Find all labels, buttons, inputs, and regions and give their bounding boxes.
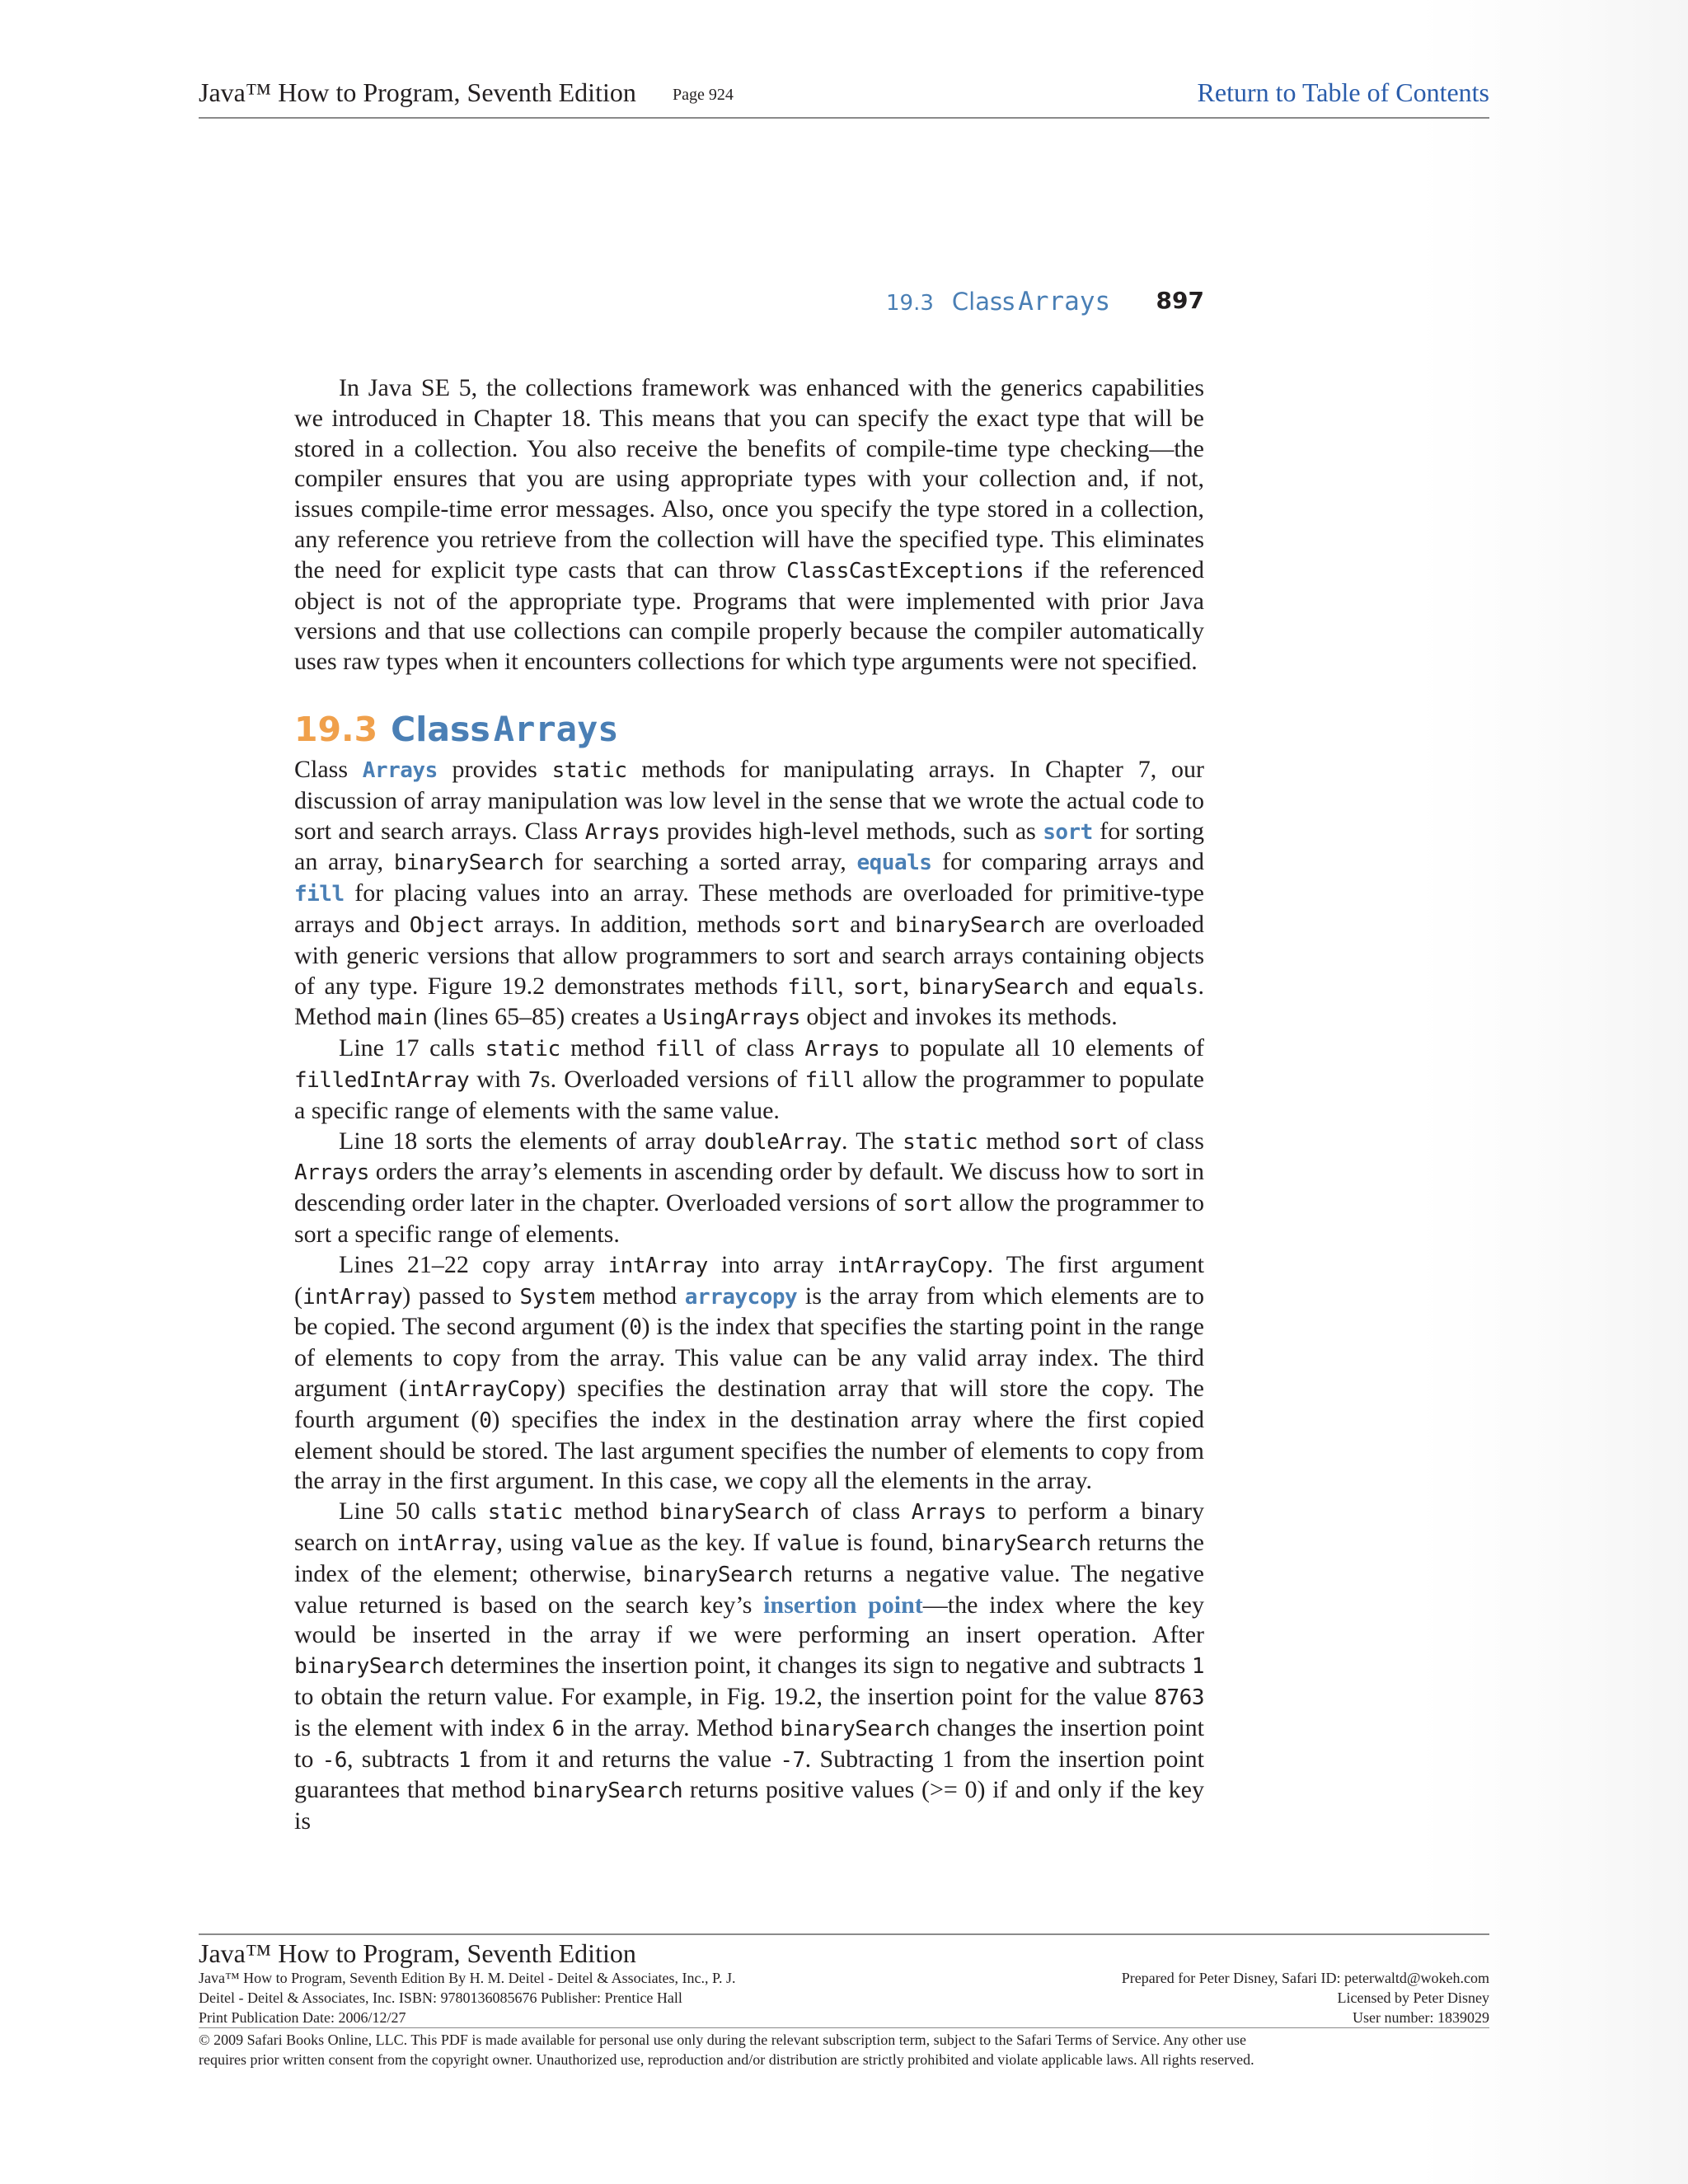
footer-licensed-by: Licensed by Peter Disney [1337,1990,1489,2006]
text-run: for placing values into an array. These methods are overloaded for primitive-type arrays and [294,879,1204,938]
text-run: Class [294,756,363,783]
text-run: . Method [294,972,1205,1031]
copyright-line: © 2009 Safari Books Online, LLC. This PDF is made available for personal use only during the relevant subscription term, subject to the Safari Terms of Service. Any other use [199,2032,1246,2048]
text-run: object and invokes its methods. [799,1003,1118,1031]
text-run: if the referenced object is not of the appropriate type. Programs that were implemented with prior Java versions and that use collections can compile properly because the compiler automatically uses raw types when it encounters collections for which type arguments were not specified. [294,555,1204,676]
paragraph-line-17 [294,1033,1204,1126]
term-fill: fill [294,882,345,907]
text-run: are overloaded with generic versions that allow programmers to sort and search arrays containing objects of any type. Figure 19.2 demonstrates methods [294,910,1204,1000]
code-run: intArray [396,1530,497,1556]
code-run: binarySearch [940,1530,1091,1556]
code-run: System [519,1284,595,1310]
text-run: for comparing arrays and [931,848,1204,876]
copyright-line: requires prior written consent from the copyright owner. Unauthorized use, reproduction and/or distribution are strictly prohibited and violate applicable laws. All rights reserved. [199,2051,1254,2068]
code-run: binarySearch [918,974,1069,1000]
text-run: to obtain the return value. For example, in Fig. 19.2, the insertion point for the value [294,1682,1155,1710]
text-run: returns the index of the element; otherwise, [294,1528,1204,1587]
section-heading-code: Arrays [493,709,619,749]
text-run: ) is the index that specifies the starting point in the range of elements to copy from the array. This value can be any valid array index. The third argument ( [294,1313,1204,1402]
paragraph-lines-21-22 [294,1250,1204,1497]
text-run: . The [842,1127,903,1155]
code-run: intArray [302,1284,403,1310]
code-run: 0 [479,1408,492,1433]
return-to-toc-link[interactable]: Return to Table of Contents [1197,77,1489,107]
footer-user-number: User number: 1839029 [1353,2009,1489,2026]
code-run: fill [654,1037,706,1062]
code-run: ClassCastExceptions [786,558,1025,583]
text-run: Line 50 calls [339,1497,488,1526]
text-run: into array [707,1250,837,1278]
section-heading-word: Class [391,710,490,749]
term-arrays: Arrays [362,758,438,783]
code-run: 8763 [1154,1685,1204,1710]
text-run: is found, [839,1528,941,1556]
text-run: Line 17 calls [339,1034,485,1062]
code-run: binarySearch [393,851,544,876]
text-run: Lines 21–22 copy array [339,1250,608,1278]
footer-prepared-for: Prepared for Peter Disney, Safari ID: peterwaltd@wokeh.com [1121,1970,1489,1986]
page-footer [199,1933,1489,2069]
code-run: fill [787,974,837,1000]
code-run: UsingArrays [663,1005,800,1031]
text-run: (lines 65–85) creates a [427,1003,663,1031]
code-run: value [570,1530,634,1556]
code-run: intArray [607,1253,708,1278]
code-run: static [485,1037,560,1062]
code-run: 1 [1191,1654,1204,1680]
text-run: and [1068,972,1123,1000]
code-run: sort [852,974,903,1000]
term-arraycopy: arraycopy [684,1284,798,1310]
text-run: of class [809,1497,912,1526]
code-run: 1 [457,1747,471,1773]
code-run: sort [790,912,841,938]
code-run: -7 [780,1747,805,1773]
code-run: intArrayCopy [837,1253,987,1278]
code-run: binarySearch [643,1562,793,1587]
running-head [886,287,1204,323]
code-run: binarySearch [780,1716,931,1741]
code-run: Arrays [911,1500,987,1526]
text-run: and [840,910,896,938]
text-run: allow the programmer to sort a specific range of elements. [294,1189,1204,1248]
running-head-page-number: 897 [1156,287,1204,314]
text-run: method [978,1127,1069,1155]
footer-copyright [199,2030,1489,2069]
code-run: intArrayCopy [407,1376,557,1402]
text-run: , subtracts [346,1745,458,1773]
code-run: main [377,1005,428,1031]
code-run: fill [804,1067,856,1093]
text-run: with [469,1065,528,1093]
text-run: method [560,1034,655,1062]
text-run: arrays. In addition, methods [484,910,790,938]
text-run: methods for manipulating arrays. In Chapter 7, our discussion of array manipulation was low level in the sense that we wrote the actual code to sort and search arrays. Class [294,756,1204,845]
code-run: sort [903,1192,953,1217]
page-label: Page 924 [673,86,734,104]
text-run: for sorting an array, [294,817,1204,876]
text-run: of class [705,1034,805,1062]
text-run: provides [437,756,552,783]
text-run: returns positive values (>= 0) if and only if the key is [294,1776,1205,1835]
text-run: Line 18 sorts the elements of array [339,1127,705,1155]
text-run: ) specifies the destination array that will store the copy. The fourth argument ( [294,1374,1204,1433]
code-run: Object [409,912,485,938]
text-run: provides high-level methods, such as [659,817,1043,845]
footer-title: Java™ How to Program, Seventh Edition [199,1938,636,1968]
code-run: 7 [528,1067,541,1093]
text-run: ) passed to [402,1282,520,1310]
code-run: equals [1123,974,1198,1000]
footer-row [199,1968,1489,1988]
code-run: filledIntArray [294,1067,470,1093]
text-run: to perform a binary search on [294,1497,1204,1556]
code-run: -6 [321,1747,347,1773]
intro-paragraph-block [294,373,1204,677]
text-run: , using [496,1528,571,1556]
term-equals: equals [856,851,932,876]
running-head-class-word: Class [951,288,1015,316]
text-run: . Subtracting 1 from the insertion point guarantees that method [294,1745,1204,1804]
paragraph-class-arrays [294,755,1204,1033]
intro-paragraph [294,373,1204,677]
text-run: allow the programmer to populate a specific range of elements with the same value. [294,1065,1204,1124]
section-heading-number: 19.3 [294,710,378,749]
code-run: value [776,1530,840,1556]
text-run: is the element with index [294,1713,552,1741]
text-run: as the key. If [633,1528,777,1556]
footer-book-credit: Java™ How to Program, Seventh Edition By H. M. Deitel - Deitel & Associates, Inc., P. J. [199,1970,736,1986]
code-run: binarySearch [294,1654,444,1680]
text-run: , [903,972,919,1000]
text-run: in the array. Method [564,1713,781,1741]
term-insertion-point: insertion point [763,1591,923,1619]
text-run: method [562,1497,659,1526]
code-run: binarySearch [895,912,1045,938]
text-run: method [594,1282,685,1310]
top-header [199,77,1489,119]
text-run: In Java SE 5, the collections framework was enhanced with the generics capabilities we introduced in Chapter 18. This means that you can specify the exact type that will be stored in a collection. You also receive the benefits of compile-time type checking—the compiler ensures that you are using appropriate types with your collection and, if not, issues compile-time error messages. Also, once you specify the type stored in a collection, any reference you retrieve from the collection will have the specified type. This eliminates the need for explicit type casts that can throw [294,374,1204,583]
code-run: sort [1068,1129,1119,1155]
text-run: , [837,972,853,1000]
text-run: —the index where the key would be inserted in the array if we were performing an insert operation. After [294,1591,1204,1649]
text-run: ) specifies the index in the destination array where the first copied element should be stored. The last argument specifies the number of elements to copy from the array in the first argument. In this case, we copy all the elements in the array. [294,1405,1204,1495]
code-run: doubleArray [704,1129,842,1155]
text-run: is the array from which elements are to be copied. The second argument ( [294,1282,1204,1341]
text-run: from it and returns the value [470,1745,781,1773]
code-run: static [903,1129,978,1155]
running-head-section-number: 19.3 [886,291,934,316]
book-title: Java™ How to Program, Seventh Edition [199,77,636,107]
footer-row [199,1988,1489,2008]
text-run: for searching a sorted array, [543,848,857,876]
text-run: returns a negative value. The negative value returned is based on the search key’s [294,1559,1204,1619]
code-run: Arrays [804,1037,880,1062]
code-run: Arrays [294,1160,369,1186]
code-run: static [487,1500,563,1526]
paragraph-line-18 [294,1127,1204,1250]
text-run: orders the array’s elements in ascending order by default. We discuss how to sort in descending order later in the chapter. Overloaded versions of [294,1158,1204,1217]
code-run: binarySearch [532,1779,683,1804]
code-run: binarySearch [659,1500,809,1526]
code-run: static [551,758,627,783]
section-heading [294,709,619,749]
text-run: of class [1118,1127,1204,1155]
code-run: Arrays [584,819,660,845]
text-run: to populate all 10 elements of [879,1034,1204,1062]
running-head-class-code: Arrays [1018,287,1111,316]
term-sort: sort [1043,819,1093,845]
code-run: 0 [629,1315,642,1341]
footer-row [199,2008,1489,2028]
text-run: determines the insertion point, it changes its sign to negative and subtracts [443,1652,1192,1680]
paragraph-line-50 [294,1497,1204,1837]
section-body [294,755,1204,1837]
footer-isbn: Deitel - Deitel & Associates, Inc. ISBN: 9780136085676 Publisher: Prentice Hall [199,1990,682,2006]
code-run: 6 [551,1716,565,1741]
text-run: s. Overloaded versions of [540,1065,805,1093]
text-run: . The first argument ( [294,1250,1204,1310]
footer-publication-date: Print Publication Date: 2006/12/27 [199,2009,406,2026]
text-run: changes the insertion point to [294,1713,1204,1773]
